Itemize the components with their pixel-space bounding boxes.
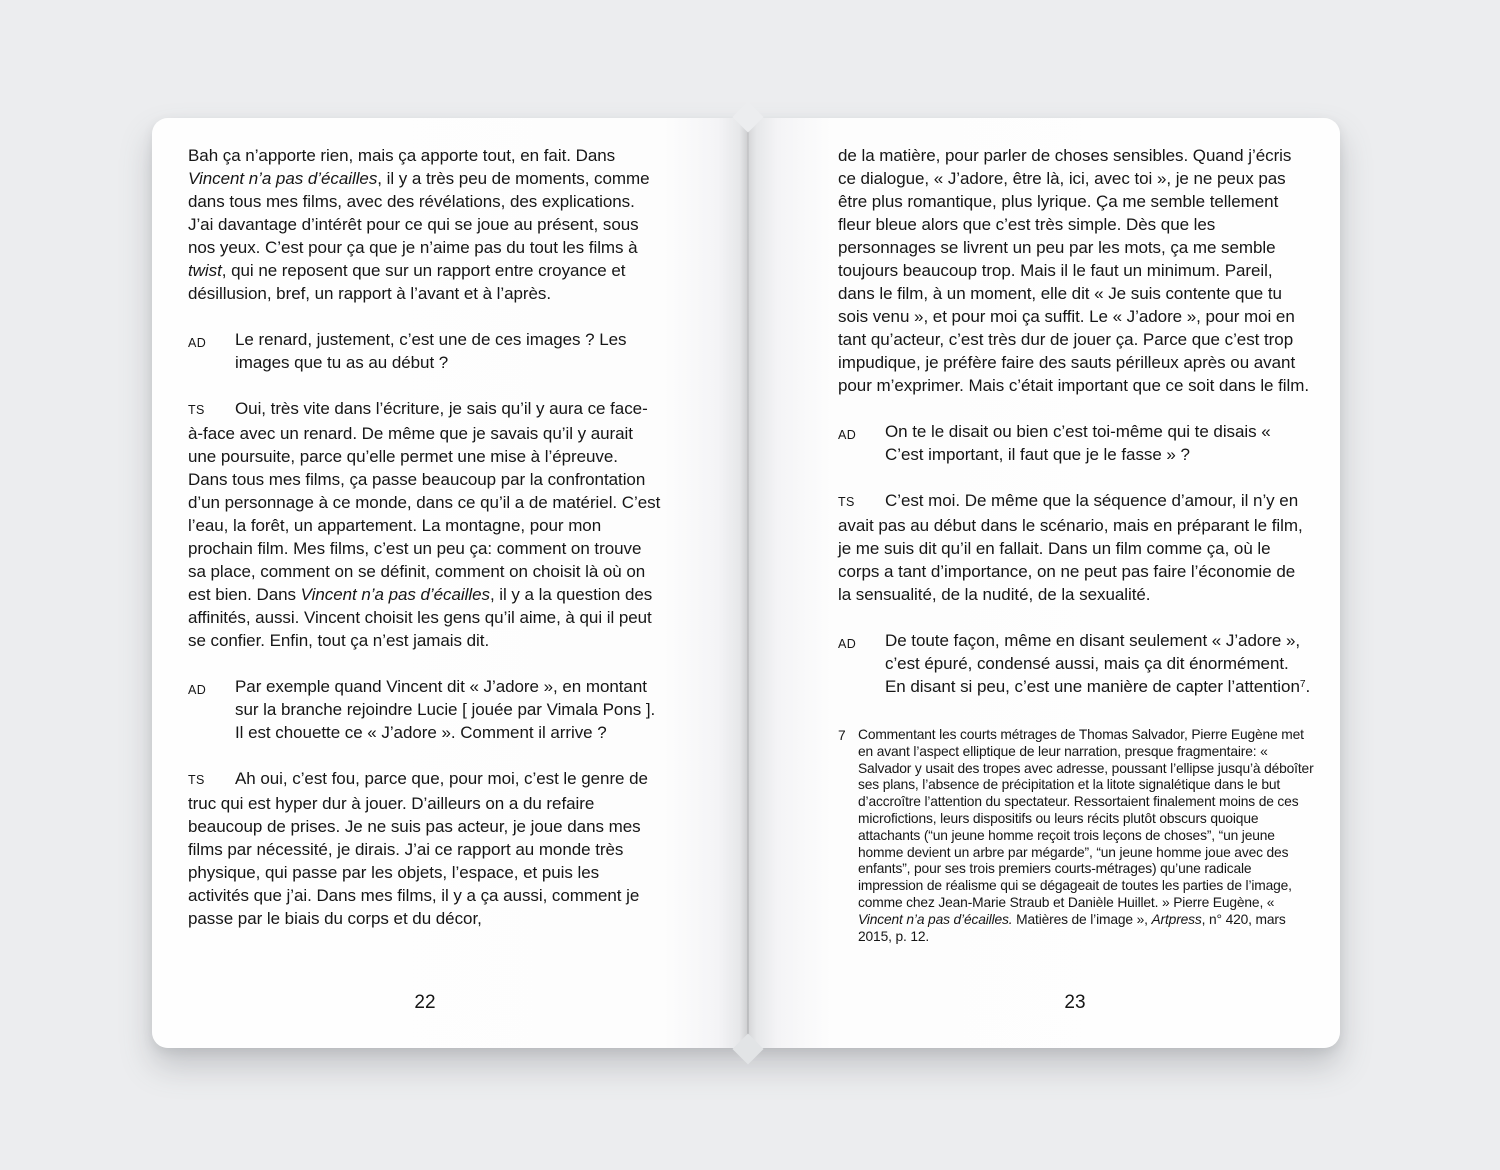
dialogue-text (838, 491, 1303, 604)
italic-text-run: Artpress (1151, 911, 1202, 927)
italic-text-run: twist (188, 261, 222, 280)
speaker-label: AD (838, 428, 857, 442)
interviewee-answer (838, 489, 1312, 606)
text-run: , il y a la question des affinités, aussi. Vincent choisit les gens qu’il aime, à qui il peut se confier. Enfin, tout ça n’est jamais dit. (188, 585, 653, 650)
dialogue-text (235, 677, 655, 742)
text-run: On te le disait ou bien c’est toi-même qui te disais « C’est important, il faut que je le fasse » ? (885, 422, 1271, 464)
speaker-label: TS (838, 495, 855, 509)
text-run: De toute façon, même en disant seulement « J’adore », c’est épuré, condensé aussi, mais ça dit énormément. En disant si peu, c’est une manière de capter l’attention (885, 631, 1301, 696)
dialogue-text (885, 422, 1271, 464)
page-left (152, 118, 748, 1048)
italic-text-run: Vincent n’a pas d’écailles. (858, 911, 1013, 927)
footnote (838, 727, 1316, 945)
text-run: Ah oui, c’est fou, parce que, pour moi, c’est le genre de truc qui est hyper dur à jouer. D’ailleurs on a du refaire beaucoup de prises. Je ne suis pas acteur, je joue dans mes films par nécessité, je dirais. J’ai ce rapport au monde très physique, qui passe par les objets, l’espace, et puis les activités que j’ai. Dans mes films, il y a ça aussi, comment je passe par le biais du corps et du décor, (188, 769, 648, 928)
page-number-right: 23 (1064, 992, 1086, 1013)
speaker-label: AD (188, 336, 207, 350)
text-run: , qui ne reposent que sur un rapport entre croyance et désillusion, bref, un rapport à l’avant et à l’après. (188, 261, 626, 303)
text-run: C’est moi. De même que la séquence d’amour, il n’y en avait pas au début dans le scénario, mais en préparant le film, je me suis dit qu’il en fallait. Dans un film comme ça, où le corps a tant d’importance, on ne peut pas faire l’économie de la sensualité, de la nudité, de la sexualité. (838, 491, 1303, 604)
footnote-text (858, 727, 1314, 944)
interviewer-question (188, 328, 662, 374)
italic-text-run: Vincent n’a pas d’écailles (188, 169, 378, 188)
speaker-label: TS (188, 403, 205, 417)
interviewee-answer (188, 767, 662, 930)
book-spine (747, 118, 749, 1048)
speaker-label: TS (188, 773, 205, 787)
page-left-text-column (188, 144, 662, 930)
text-run: , il y a très peu de moments, comme dans tous mes films, avec des révélations, des explications. J’ai davantage d’intérêt pour ce qui se joue au présent, sous nos yeux. C’est pour ça que je n’aime pas du tout les films à (188, 169, 650, 257)
text-run: Oui, très vite dans l’écriture, je sais qu’il y aura ce face-à-face avec un renard. De même que je savais qu’il y aurait une poursuite, parce qu’elle permet une mise à l’épreuve. Dans tous mes films, ça passe beaucoup par la confrontation d’un personnage à ce monde, dans ce qu’il a de matériel. C’est l’eau, la forêt, un appartement. La montagne, pour mon prochain film. Mes films, c’est un peu ça: comment on trouve sa place, comment on se définit, comment on choisit là où on est bien. Dans (188, 399, 661, 604)
text-run: , n° 420, mars 2015, p. 12. (858, 911, 1286, 944)
speaker-label: AD (188, 683, 207, 697)
open-book (152, 118, 1340, 1048)
text-run: Commentant les courts métrages de Thomas Salvador, Pierre Eugène met en avant l’aspect elliptique de leur narration, presque fragmentaire: « Salvador y usait des tropes avec adresse, poussant l’ellipse jusqu’à déboîter ses plans, l’absence de précipitation et la litote signalétique dans le but d’accroître l’attention du spectateur. Ressortaient finalement moins de ces microfictions, leurs dispositifs ou leurs récits plutôt obscurs quoique attachants (“un jeune homme reçoit trois leçons de choses”, “un jeune homme devient un arbre par mégarde”, “un jeune homme joue avec des enfants”, pour ses trois premiers courts-métrages) qu’une radicale impression de réalisme qui se dégageait de toutes les parties de l’image, comme chez Jean-Marie Straub et Danièle Huillet. » Pierre Eugène, « (858, 727, 1314, 910)
italic-text-run: Vincent n’a pas d’écailles (300, 585, 490, 604)
text-run: Bah ça n’apporte rien, mais ça apporte tout, en fait. Dans (188, 146, 616, 165)
text-run: Par exemple quand Vincent dit « J’adore », en montant sur la branche rejoindre Lucie [ jouée par Vimala Pons ]. Il est chouette ce « J’adore ». Comment il arrive ? (235, 677, 656, 742)
dialogue-text (188, 146, 650, 303)
dialogue-text (235, 330, 627, 372)
page-right-text-column (838, 144, 1312, 945)
interviewee-answer (188, 397, 662, 652)
interviewer-question (838, 629, 1312, 698)
text-run: . (1305, 677, 1311, 696)
text-run: Matières de l’image », (1012, 911, 1152, 927)
page-right (748, 118, 1340, 1048)
text-run: de la matière, pour parler de choses sensibles. Quand j’écris ce dialogue, « J’adore, être là, ici, avec toi », je ne peux pas être plus romantique, plus lyrique. Ça me semble tellement fleur bleue alors que c’est très simple. Dès que les personnages se livrent un peu par les mots, ça me semble toujours beaucoup trop. Mais il le faut un minimum. Pareil, dans le film, à un moment, elle dit « Je suis contente que tu sois venu », et pour moi ça suffit. Le « J’adore », pour moi en tant qu’acteur, c’est très dur de jouer ça. Parce que c’est trop impudique, je préfère faire des sauts périlleux après ou avant pour m’exprimer. Mais c’était important que ce soit dans le film. (838, 146, 1310, 395)
dialogue-text (838, 146, 1309, 395)
interviewer-question (188, 675, 662, 744)
footnote-number: 7 (838, 728, 846, 743)
body-paragraph (188, 144, 662, 305)
speaker-label: AD (838, 637, 857, 651)
page-number-left: 22 (414, 992, 436, 1013)
dialogue-text (188, 769, 648, 928)
dialogue-text (885, 631, 1310, 696)
body-paragraph (838, 144, 1312, 397)
dialogue-text (188, 399, 660, 650)
footnote-reference: 7 (1299, 678, 1306, 690)
interviewer-question (838, 420, 1312, 466)
text-run: Le renard, justement, c’est une de ces images ? Les images que tu as au début ? (235, 330, 627, 372)
